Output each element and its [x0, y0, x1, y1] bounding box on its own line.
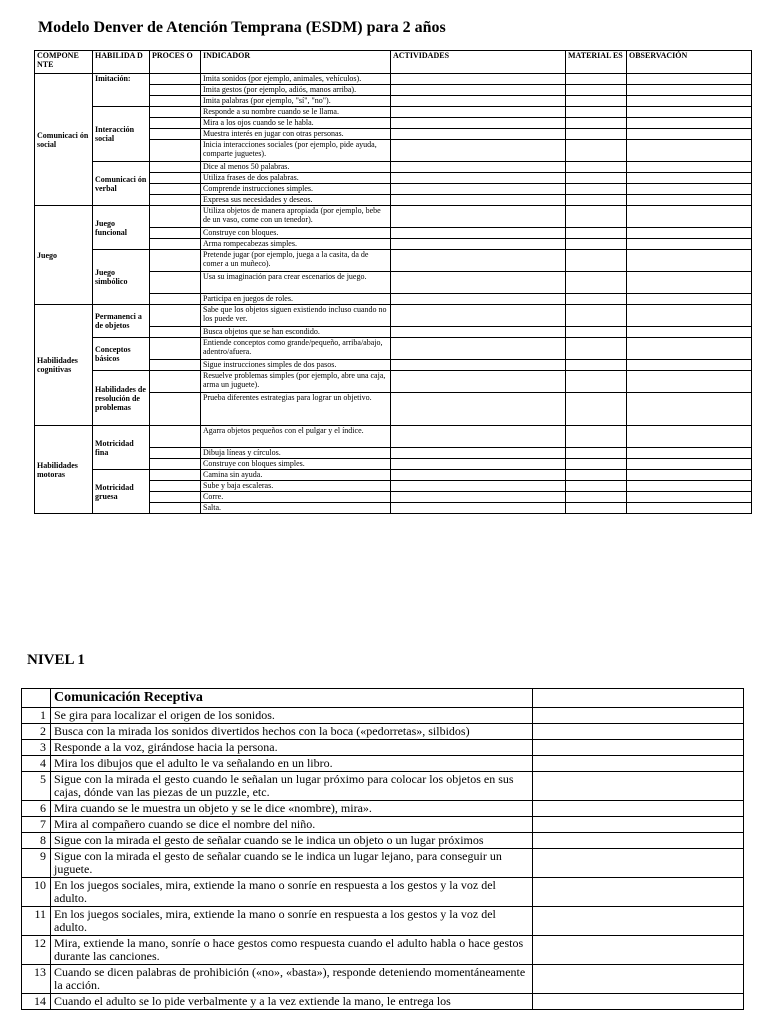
observation-cell: [627, 250, 752, 272]
process-cell: [150, 481, 201, 492]
activities-cell: [391, 85, 566, 96]
process-cell: [150, 173, 201, 184]
item-text: Sigue con la mirada el gesto de señalar cuando se le indica un objeto o un lugar próximos: [51, 833, 533, 849]
item-text: Sigue con la mirada el gesto cuando le señalan un lugar próximo para colocar los objetos en sus cajas, dónde van las piezas de un puzzle, etc.: [51, 772, 533, 801]
materials-cell: [566, 250, 627, 272]
process-cell: [150, 426, 201, 448]
materials-cell: [566, 338, 627, 360]
item-notes-cell: [533, 708, 744, 724]
activities-cell: [391, 448, 566, 459]
activities-cell: [391, 140, 566, 162]
materials-cell: [566, 74, 627, 85]
observation-cell: [627, 239, 752, 250]
indicator-cell: Muestra interés en jugar con otras personas.: [201, 129, 391, 140]
process-cell: [150, 239, 201, 250]
receptive-item-row: [22, 817, 744, 833]
process-cell: [150, 206, 201, 228]
indicator-cell: Construye con bloques.: [201, 228, 391, 239]
indicator-cell: Comprende instrucciones simples.: [201, 184, 391, 195]
activities-cell: [391, 338, 566, 360]
process-cell: [150, 107, 201, 118]
observation-cell: [627, 173, 752, 184]
observation-cell: [627, 162, 752, 173]
materials-cell: [566, 239, 627, 250]
header-actividades: ACTIVIDADES: [391, 51, 566, 74]
observation-cell: [627, 74, 752, 85]
materials-cell: [566, 107, 627, 118]
component-cell: Juego: [35, 206, 93, 305]
activities-cell: [391, 327, 566, 338]
item-notes-cell: [533, 817, 744, 833]
receptive-item-row: [22, 849, 744, 878]
indicator-cell: Busca objetos que se han escondido.: [201, 327, 391, 338]
activities-cell: [391, 481, 566, 492]
indicator-row: [35, 470, 752, 481]
item-number: 9: [22, 849, 51, 878]
activities-cell: [391, 184, 566, 195]
activities-cell: [391, 294, 566, 305]
skill-cell: Motricidad fina: [93, 426, 150, 470]
materials-cell: [566, 129, 627, 140]
item-text: Mira cuando se le muestra un objeto y se le dice «nombre), mira».: [51, 801, 533, 817]
item-number: 10: [22, 878, 51, 907]
receptive-heading-row: [22, 689, 744, 708]
skill-cell: Habilidades de resolución de problemas: [93, 371, 150, 426]
header-materiales: MATERIAL ES: [566, 51, 627, 74]
receptive-item-row: [22, 936, 744, 965]
indicator-cell: Camina sin ayuda.: [201, 470, 391, 481]
activities-cell: [391, 459, 566, 470]
observation-cell: [627, 96, 752, 107]
item-notes-cell: [533, 724, 744, 740]
indicator-cell: Construye con bloques simples.: [201, 459, 391, 470]
item-text: Cuando el adulto se lo pide verbalmente y a la vez extiende la mano, le entrega los: [51, 994, 533, 1010]
indicator-cell: Corre.: [201, 492, 391, 503]
item-number: 8: [22, 833, 51, 849]
item-text: Mira, extiende la mano, sonríe o hace gestos como respuesta cuando el adulto habla o hace gestos durante las canciones.: [51, 936, 533, 965]
receptive-communication-table: [21, 688, 744, 1010]
receptive-item-row: [22, 833, 744, 849]
item-text: Sigue con la mirada el gesto de señalar cuando se le indica un lugar lejano, para conseguir un juguete.: [51, 849, 533, 878]
header-componente: COMPONE NTE: [35, 51, 93, 74]
nivel-title: NIVEL 1: [27, 652, 85, 668]
indicator-cell: Resuelve problemas simples (por ejemplo, abre una caja, arma un juguete).: [201, 371, 391, 393]
item-notes-cell: [533, 849, 744, 878]
materials-cell: [566, 294, 627, 305]
activities-cell: [391, 393, 566, 426]
indicator-cell: Dibuja líneas y círculos.: [201, 448, 391, 459]
materials-cell: [566, 371, 627, 393]
receptive-item-row: [22, 708, 744, 724]
process-cell: [150, 184, 201, 195]
process-cell: [150, 327, 201, 338]
observation-cell: [627, 492, 752, 503]
indicator-cell: Mira a los ojos cuando se le habla.: [201, 118, 391, 129]
item-text: En los juegos sociales, mira, extiende la mano o sonríe en respuesta a los gestos y la voz del adulto.: [51, 878, 533, 907]
observation-cell: [627, 85, 752, 96]
indicator-cell: Usa su imaginación para crear escenarios de juego.: [201, 272, 391, 294]
receptive-item-row: [22, 994, 744, 1010]
indicator-cell: Imita palabras (por ejemplo, "sí", "no").: [201, 96, 391, 107]
materials-cell: [566, 140, 627, 162]
materials-cell: [566, 426, 627, 448]
indicator-cell: Entiende conceptos como grande/pequeño, arriba/abajo, adentro/afuera.: [201, 338, 391, 360]
item-notes-cell: [533, 994, 744, 1010]
materials-cell: [566, 470, 627, 481]
materials-cell: [566, 206, 627, 228]
observation-cell: [627, 118, 752, 129]
receptive-item-row: [22, 740, 744, 756]
activities-cell: [391, 228, 566, 239]
esdm-header-row: [35, 51, 752, 74]
item-number: 13: [22, 965, 51, 994]
process-cell: [150, 459, 201, 470]
observation-cell: [627, 140, 752, 162]
observation-cell: [627, 327, 752, 338]
item-number: 6: [22, 801, 51, 817]
indicator-cell: Dice al menos 50 palabras.: [201, 162, 391, 173]
indicator-cell: Imita gestos (por ejemplo, adiós, manos arriba).: [201, 85, 391, 96]
activities-cell: [391, 96, 566, 107]
observation-cell: [627, 503, 752, 514]
process-cell: [150, 360, 201, 371]
materials-cell: [566, 184, 627, 195]
item-notes-cell: [533, 833, 744, 849]
materials-cell: [566, 195, 627, 206]
materials-cell: [566, 393, 627, 426]
activities-cell: [391, 239, 566, 250]
observation-cell: [627, 448, 752, 459]
skill-cell: Juego simbólico: [93, 250, 150, 305]
indicator-cell: Inicia interacciones sociales (por ejemplo, pide ayuda, comparte juguetes).: [201, 140, 391, 162]
skill-cell: Motricidad gruesa: [93, 470, 150, 514]
item-notes-cell: [533, 740, 744, 756]
observation-cell: [627, 393, 752, 426]
item-notes-cell: [533, 907, 744, 936]
skill-cell: Juego funcional: [93, 206, 150, 250]
indicator-cell: Agarra objetos pequeños con el pulgar y el índice.: [201, 426, 391, 448]
receptive-item-row: [22, 724, 744, 740]
materials-cell: [566, 85, 627, 96]
item-number: 2: [22, 724, 51, 740]
process-cell: [150, 195, 201, 206]
header-observacion: OBSERVACIÓN: [627, 51, 752, 74]
activities-cell: [391, 470, 566, 481]
item-notes-cell: [533, 878, 744, 907]
indicator-row: [35, 107, 752, 118]
process-cell: [150, 338, 201, 360]
process-cell: [150, 393, 201, 426]
item-text: Mira los dibujos que el adulto le va señalando en un libro.: [51, 756, 533, 772]
component-cell: Habilidades motoras: [35, 426, 93, 514]
receptive-item-row: [22, 965, 744, 994]
indicator-row: [35, 371, 752, 393]
process-cell: [150, 470, 201, 481]
activities-cell: [391, 195, 566, 206]
activities-cell: [391, 360, 566, 371]
process-cell: [150, 250, 201, 272]
skill-cell: Imitación:: [93, 74, 150, 107]
observation-cell: [627, 338, 752, 360]
item-text: Busca con la mirada los sonidos divertidos hechos con la boca («pedorretas», silbidos): [51, 724, 533, 740]
skill-cell: Interacción social: [93, 107, 150, 162]
materials-cell: [566, 503, 627, 514]
header-proceso: PROCES O: [150, 51, 201, 74]
indicator-cell: Sabe que los objetos siguen existiendo incluso cuando no los puede ver.: [201, 305, 391, 327]
activities-cell: [391, 371, 566, 393]
materials-cell: [566, 118, 627, 129]
component-cell: Comunicaci ón social: [35, 74, 93, 206]
process-cell: [150, 129, 201, 140]
item-number: 11: [22, 907, 51, 936]
materials-cell: [566, 448, 627, 459]
item-text: Cuando se dicen palabras de prohibición («no», «basta»), responde deteniendo momentáneamente la acción.: [51, 965, 533, 994]
process-cell: [150, 503, 201, 514]
activities-cell: [391, 173, 566, 184]
process-cell: [150, 85, 201, 96]
observation-cell: [627, 184, 752, 195]
activities-cell: [391, 107, 566, 118]
materials-cell: [566, 228, 627, 239]
item-number: 7: [22, 817, 51, 833]
process-cell: [150, 448, 201, 459]
receptive-item-row: [22, 756, 744, 772]
esdm-table: [34, 50, 752, 514]
item-notes-cell: [533, 936, 744, 965]
indicator-cell: Responde a su nombre cuando se le llama.: [201, 107, 391, 118]
activities-cell: [391, 129, 566, 140]
item-number: 4: [22, 756, 51, 772]
heading-number-cell: [22, 689, 51, 708]
process-cell: [150, 118, 201, 129]
activities-cell: [391, 118, 566, 129]
indicator-row: [35, 426, 752, 448]
activities-cell: [391, 305, 566, 327]
materials-cell: [566, 173, 627, 184]
indicator-cell: Utiliza frases de dos palabras.: [201, 173, 391, 184]
indicator-cell: Sigue instrucciones simples de dos pasos.: [201, 360, 391, 371]
item-number: 3: [22, 740, 51, 756]
skill-cell: Conceptos básicos: [93, 338, 150, 371]
skill-cell: Comunicaci ón verbal: [93, 162, 150, 206]
activities-cell: [391, 250, 566, 272]
item-text: Mira al compañero cuando se dice el nombre del niño.: [51, 817, 533, 833]
materials-cell: [566, 305, 627, 327]
observation-cell: [627, 371, 752, 393]
observation-cell: [627, 305, 752, 327]
observation-cell: [627, 195, 752, 206]
materials-cell: [566, 96, 627, 107]
process-cell: [150, 305, 201, 327]
indicator-cell: Pretende jugar (por ejemplo, juega a la casita, da de comer a un muñeco).: [201, 250, 391, 272]
observation-cell: [627, 294, 752, 305]
activities-cell: [391, 492, 566, 503]
activities-cell: [391, 426, 566, 448]
indicator-cell: Utiliza objetos de manera apropiada (por ejemplo, bebe de un vaso, come con un tenedor).: [201, 206, 391, 228]
item-notes-cell: [533, 801, 744, 817]
process-cell: [150, 272, 201, 294]
receptive-item-row: [22, 878, 744, 907]
indicator-cell: Arma rompecabezas simples.: [201, 239, 391, 250]
process-cell: [150, 294, 201, 305]
observation-cell: [627, 206, 752, 228]
process-cell: [150, 140, 201, 162]
item-text: Se gira para localizar el origen de los sonidos.: [51, 708, 533, 724]
observation-cell: [627, 228, 752, 239]
header-indicador: INDICADOR: [201, 51, 391, 74]
indicator-cell: Participa en juegos de roles.: [201, 294, 391, 305]
process-cell: [150, 492, 201, 503]
item-number: 1: [22, 708, 51, 724]
item-notes-cell: [533, 756, 744, 772]
process-cell: [150, 371, 201, 393]
materials-cell: [566, 360, 627, 371]
item-number: 5: [22, 772, 51, 801]
item-text: Responde a la voz, girándose hacia la persona.: [51, 740, 533, 756]
process-cell: [150, 162, 201, 173]
indicator-cell: Imita sonidos (por ejemplo, animales, vehículos).: [201, 74, 391, 85]
observation-cell: [627, 470, 752, 481]
observation-cell: [627, 481, 752, 492]
observation-cell: [627, 107, 752, 118]
observation-cell: [627, 272, 752, 294]
process-cell: [150, 96, 201, 107]
observation-cell: [627, 426, 752, 448]
indicator-cell: Expresa sus necesidades y deseos.: [201, 195, 391, 206]
observation-cell: [627, 459, 752, 470]
indicator-row: [35, 206, 752, 228]
indicator-row: [35, 74, 752, 85]
observation-cell: [627, 360, 752, 371]
indicator-row: [35, 305, 752, 327]
receptive-item-row: [22, 801, 744, 817]
observation-cell: [627, 129, 752, 140]
item-notes-cell: [533, 772, 744, 801]
heading-notes-cell: [533, 689, 744, 708]
component-cell: Habilidades cognitivas: [35, 305, 93, 426]
process-cell: [150, 228, 201, 239]
indicator-row: [35, 250, 752, 272]
materials-cell: [566, 327, 627, 338]
materials-cell: [566, 162, 627, 173]
materials-cell: [566, 272, 627, 294]
indicator-cell: Sube y baja escaleras.: [201, 481, 391, 492]
materials-cell: [566, 492, 627, 503]
indicator-cell: Prueba diferentes estrategias para lograr un objetivo.: [201, 393, 391, 426]
indicator-row: [35, 338, 752, 360]
item-number: 12: [22, 936, 51, 965]
skill-cell: Permanenci a de objetos: [93, 305, 150, 338]
indicator-row: [35, 162, 752, 173]
item-number: 14: [22, 994, 51, 1010]
activities-cell: [391, 272, 566, 294]
indicator-cell: Salta.: [201, 503, 391, 514]
activities-cell: [391, 206, 566, 228]
item-notes-cell: [533, 965, 744, 994]
header-habilidad: HABILIDA D: [93, 51, 150, 74]
receptive-item-row: [22, 907, 744, 936]
activities-cell: [391, 503, 566, 514]
materials-cell: [566, 459, 627, 470]
item-text: En los juegos sociales, mira, extiende la mano o sonríe en respuesta a los gestos y la voz del adulto.: [51, 907, 533, 936]
process-cell: [150, 74, 201, 85]
receptive-item-row: [22, 772, 744, 801]
receptive-heading: Comunicación Receptiva: [51, 689, 533, 708]
materials-cell: [566, 481, 627, 492]
activities-cell: [391, 74, 566, 85]
document-title: Modelo Denver de Atención Temprana (ESDM) para 2 años: [38, 19, 446, 36]
activities-cell: [391, 162, 566, 173]
